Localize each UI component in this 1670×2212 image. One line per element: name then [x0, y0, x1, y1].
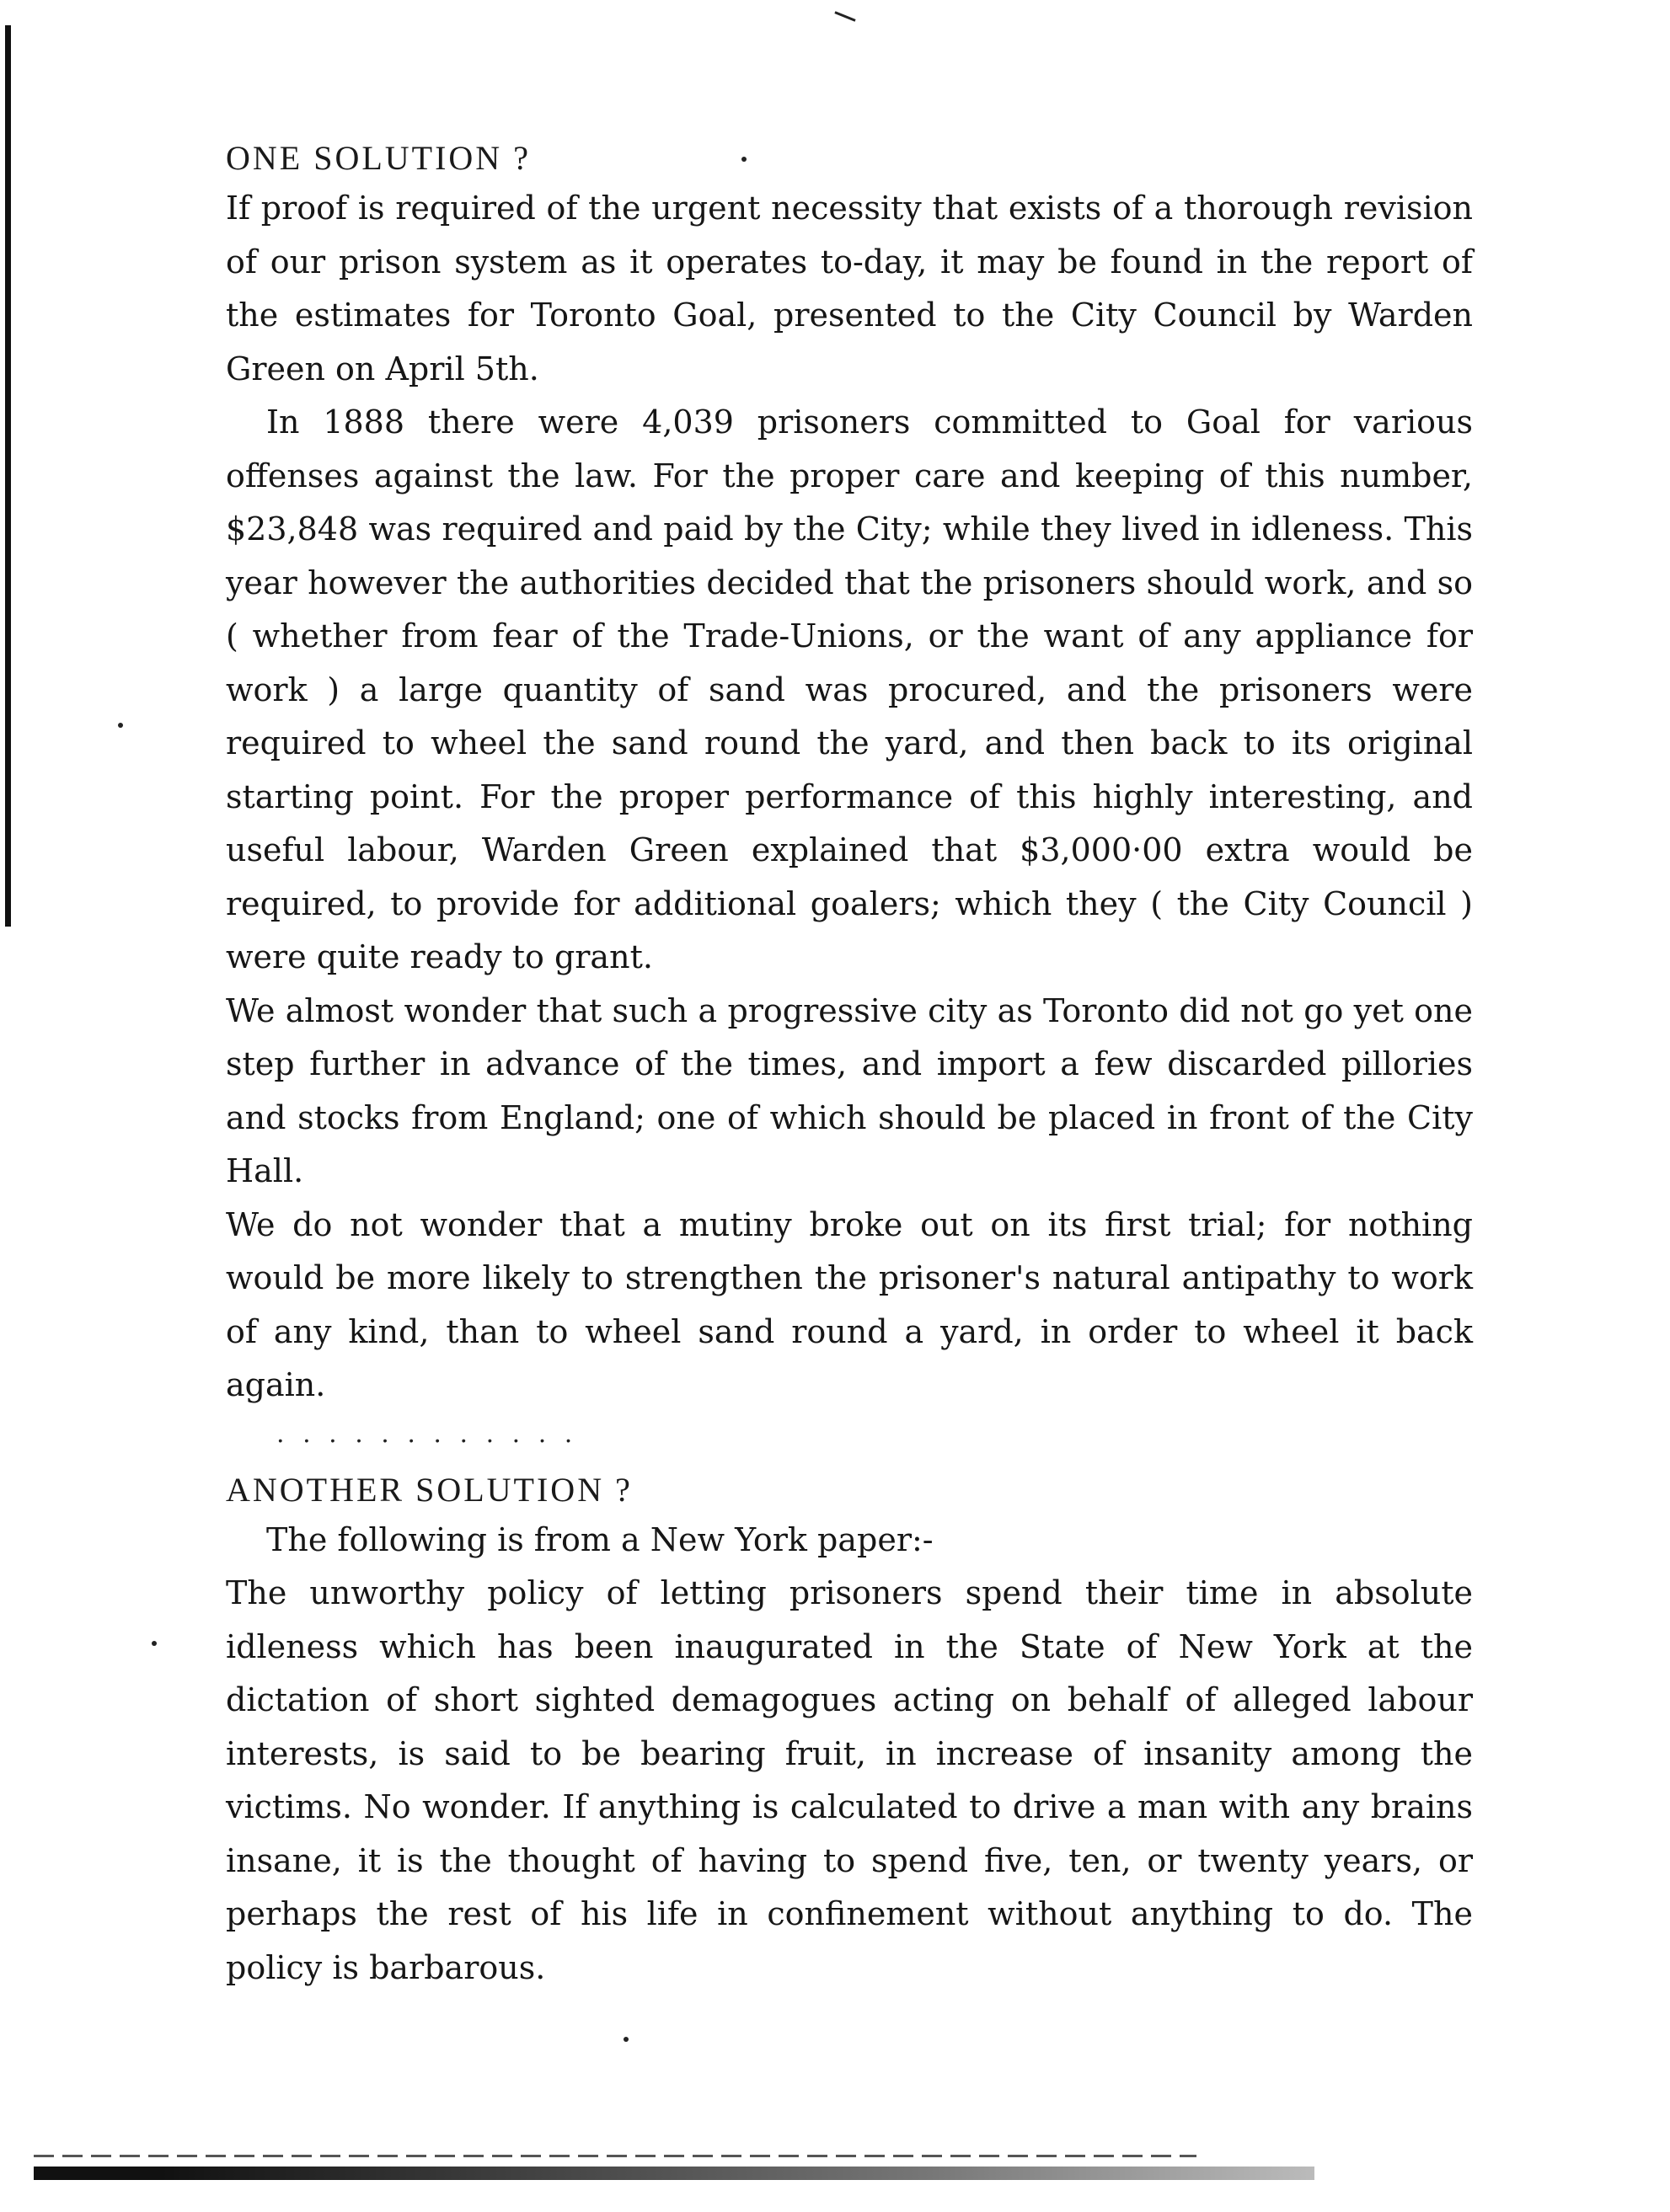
ink-speck [152, 1641, 157, 1646]
section-separator [226, 1413, 1473, 1467]
ink-speck [118, 723, 123, 728]
ink-speck [624, 2037, 629, 2042]
article-column [226, 135, 1473, 1995]
paragraph-proof: If proof is required of the urgent necessity that exists of a thorough revision of our prison system as it operates to-day, it may be found in the report of the estimates for Toronto Goal, presented to the City Council by Warden Green on April 5th. [226, 190, 1473, 387]
section-heading-another-solution: ANOTHER SOLUTION ? [226, 1470, 633, 1509]
bottom-scan-rule [34, 2167, 1314, 2180]
paragraph-unworthy-policy: The unworthy policy of letting prisoners spend their time in absolute idleness which has been inaugurated in the State of New York at the dictation of short sighted demagogues acting on behalf of alleged labour interests, is said to be bearing fruit, in increase of insanity among the victims. No wonder. If anything is calculated to drive a man with any brains insane, it is the thought of having to spend five, ten, or twenty years, or perhaps the rest of his life in confinement without anything to do. The policy is barbarous. [226, 1574, 1473, 1986]
ink-speck [741, 157, 747, 162]
scan-edge-mark [5, 25, 11, 927]
scan-tick-mark [834, 11, 855, 22]
paragraph-1888-prisoners: In 1888 there were 4,039 prisoners committed to Goal for various offenses against the law. For the proper care and keeping of this number, $23,848 was required and paid by the City; while they lived in idleness. This year however the authorities decided that the prisoners should work, and so ( whether from fear of the Trade-Unions, or the want of any appliance for work ) a large quantity of sand was procured, and the prisoners were required to wheel the sand round the yard, and then back to its original starting point. For the proper performance of this highly interesting, and useful labour, Warden Green explained that $3,000·00 extra would be required, to provide for additional goalers; which they ( the City Council ) were quite ready to grant. [226, 403, 1473, 975]
paragraph-pillories: We almost wonder that such a progressive city as Toronto did not go yet one step further in advance of the times, and import a few discarded pillories and stocks from England; one of which should be placed in front of the City Hall. [226, 991, 1473, 1189]
paragraph-new-york-intro: The following is from a New York paper:- [266, 1520, 934, 1558]
separator-dots: . . . . . . . . . . . . [276, 1419, 578, 1449]
section-heading-one-solution: ONE SOLUTION ? [226, 139, 531, 177]
paragraph-mutiny: We do not wonder that a mutiny broke out on its first trial; for nothing would be more likely to strengthen the prisoner's natural antipathy to work of any kind, than to wheel sand round a yard, in order to wheel it back again. [226, 1205, 1473, 1403]
bottom-dashed-rule [34, 2155, 1196, 2157]
